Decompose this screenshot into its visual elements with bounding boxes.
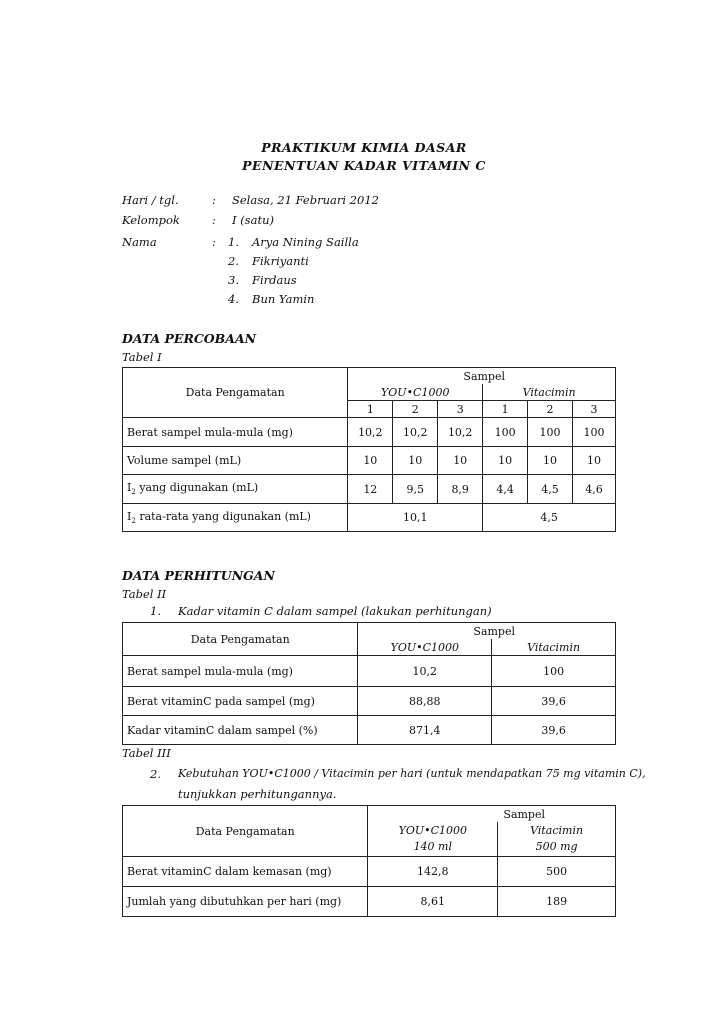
table-2-label: Tabel II [122,587,167,601]
table-3-sample-b-name: Vitacimin [530,824,584,837]
group-separator: : [212,213,216,227]
cell: 100 [492,656,616,687]
cell: 4,4 [483,475,528,504]
cell: 500 [498,857,616,887]
cell: 10 [573,447,616,475]
cell: 871,4 [358,716,492,745]
table-1-subcol: 3 [573,401,616,418]
row-label: Berat vitaminC pada sampel (mg) [123,687,358,716]
member-num: 3. [228,273,239,287]
cell: 8,9 [438,475,483,504]
row-label: Kadar vitaminC dalam sampel (%) [123,716,358,745]
table-2-sample-b: Vitacimin [492,639,616,656]
table-row [123,857,616,887]
cell: 100 [528,418,573,447]
table-3-item-text-line-2: tunjukkan perhitungannya. [178,787,337,801]
table-row [123,656,616,687]
table-2-item-num: 1. [150,604,161,618]
table-2-item-text: Kadar vitamin C dalam sampel (lakukan perhitungan) [178,604,492,618]
table-2 [122,622,616,745]
table-3-header-sample: Sampel [368,806,616,823]
row-label: Berat vitaminC dalam kemasan (mg) [123,857,368,887]
table-3 [122,805,616,917]
table-row [123,447,616,475]
cell: 8,61 [368,887,498,917]
section-heading-perhitungan: DATA PERHITUNGAN [122,568,275,583]
cell: 189 [498,887,616,917]
member-name: Firdaus [252,273,297,287]
table-3-sample-a-volume: 140 ml [413,840,453,853]
table-row [123,475,616,504]
table-row [123,716,616,745]
row-label [123,504,348,532]
cell: 10 [438,447,483,475]
table-2-header-observation: Data Pengamatan [123,623,358,656]
cell: 10 [348,447,393,475]
date-label: Hari / tgl. [122,193,179,207]
table-2-sample-a: YOU•C1000 [358,639,492,656]
cell: 10 [393,447,438,475]
table-1-subcol: 1 [483,401,528,418]
table-3-header-observation: Data Pengamatan [123,806,368,857]
member-num: 1. [228,235,239,249]
row-label-rest: yang digunakan (mL) [135,481,259,495]
table-3-sample-b [498,822,616,857]
cell: 10 [528,447,573,475]
row-label [123,475,348,504]
table-3-item-text-line-1: Kebutuhan YOU•C1000 / Vitacimin per hari (untuk mendapatkan 75 mg vitamin C), [178,767,646,780]
table-1-subcol: 3 [438,401,483,418]
title-line-2: PENENTUAN KADAR VITAMIN C [242,158,486,173]
group-value: I (satu) [232,213,274,227]
table-3-sample-b-mass: 500 mg [535,840,578,853]
member-num: 4. [228,292,239,306]
cell: 4,6 [573,475,616,504]
names-label: Nama [122,235,157,249]
cell: 4,5 [528,475,573,504]
group-label: Kelompok [122,213,180,227]
table-row [123,687,616,716]
table-1-label: Tabel I [122,350,162,364]
member-name: Arya Nining Sailla [252,235,359,249]
table-1-header-observation: Data Pengamatan [123,368,348,418]
title-line-1: PRAKTIKUM KIMIA DASAR [261,140,467,155]
date-value: Selasa, 21 Februari 2012 [232,193,379,207]
table-3-item-num: 2. [150,767,161,781]
row-label-rest: rata-rata yang digunakan (mL) [135,509,311,523]
row-label: Berat sampel mula-mula (mg) [123,656,358,687]
table-row [123,887,616,917]
table-row [123,418,616,447]
row-label-subscript: 2 [131,517,136,526]
cell: 100 [483,418,528,447]
table-1-sample-a: YOU•C1000 [348,384,483,401]
table-3-sample-a [368,822,498,857]
table-1-header-sample: Sampel [348,368,616,385]
member-name: Fikriyanti [252,254,309,268]
table-1 [122,367,616,532]
table-row [123,504,616,532]
date-separator: : [212,193,216,207]
cell: 10 [483,447,528,475]
table-3-label: Tabel III [122,746,171,760]
table-3-sample-a-name: YOU•C1000 [398,824,468,837]
row-label: Jumlah yang dibutuhkan per hari (mg) [123,887,368,917]
cell: 4,5 [483,504,616,532]
row-label-main: I [127,481,132,495]
table-2-header-sample: Sampel [358,623,616,640]
table-1-subcol: 2 [528,401,573,418]
cell: 10,2 [358,656,492,687]
cell: 100 [573,418,616,447]
cell: 39,6 [492,687,616,716]
cell: 142,8 [368,857,498,887]
row-label-main: I [127,509,132,523]
row-label: Volume sampel (mL) [123,447,348,475]
cell: 88,88 [358,687,492,716]
cell: 9,5 [393,475,438,504]
table-1-sample-b: Vitacimin [483,384,616,401]
section-heading-percobaan: DATA PERCOBAAN [122,331,257,346]
member-num: 2. [228,254,239,268]
cell: 10,1 [348,504,483,532]
table-1-subcol: 2 [393,401,438,418]
member-name: Bun Yamin [252,292,315,306]
cell: 10,2 [393,418,438,447]
row-label-subscript: 2 [131,488,136,497]
cell: 10,2 [348,418,393,447]
cell: 39,6 [492,716,616,745]
row-label: Berat sampel mula-mula (mg) [123,418,348,447]
cell: 12 [348,475,393,504]
names-separator: : [212,235,216,249]
table-1-subcol: 1 [348,401,393,418]
cell: 10,2 [438,418,483,447]
